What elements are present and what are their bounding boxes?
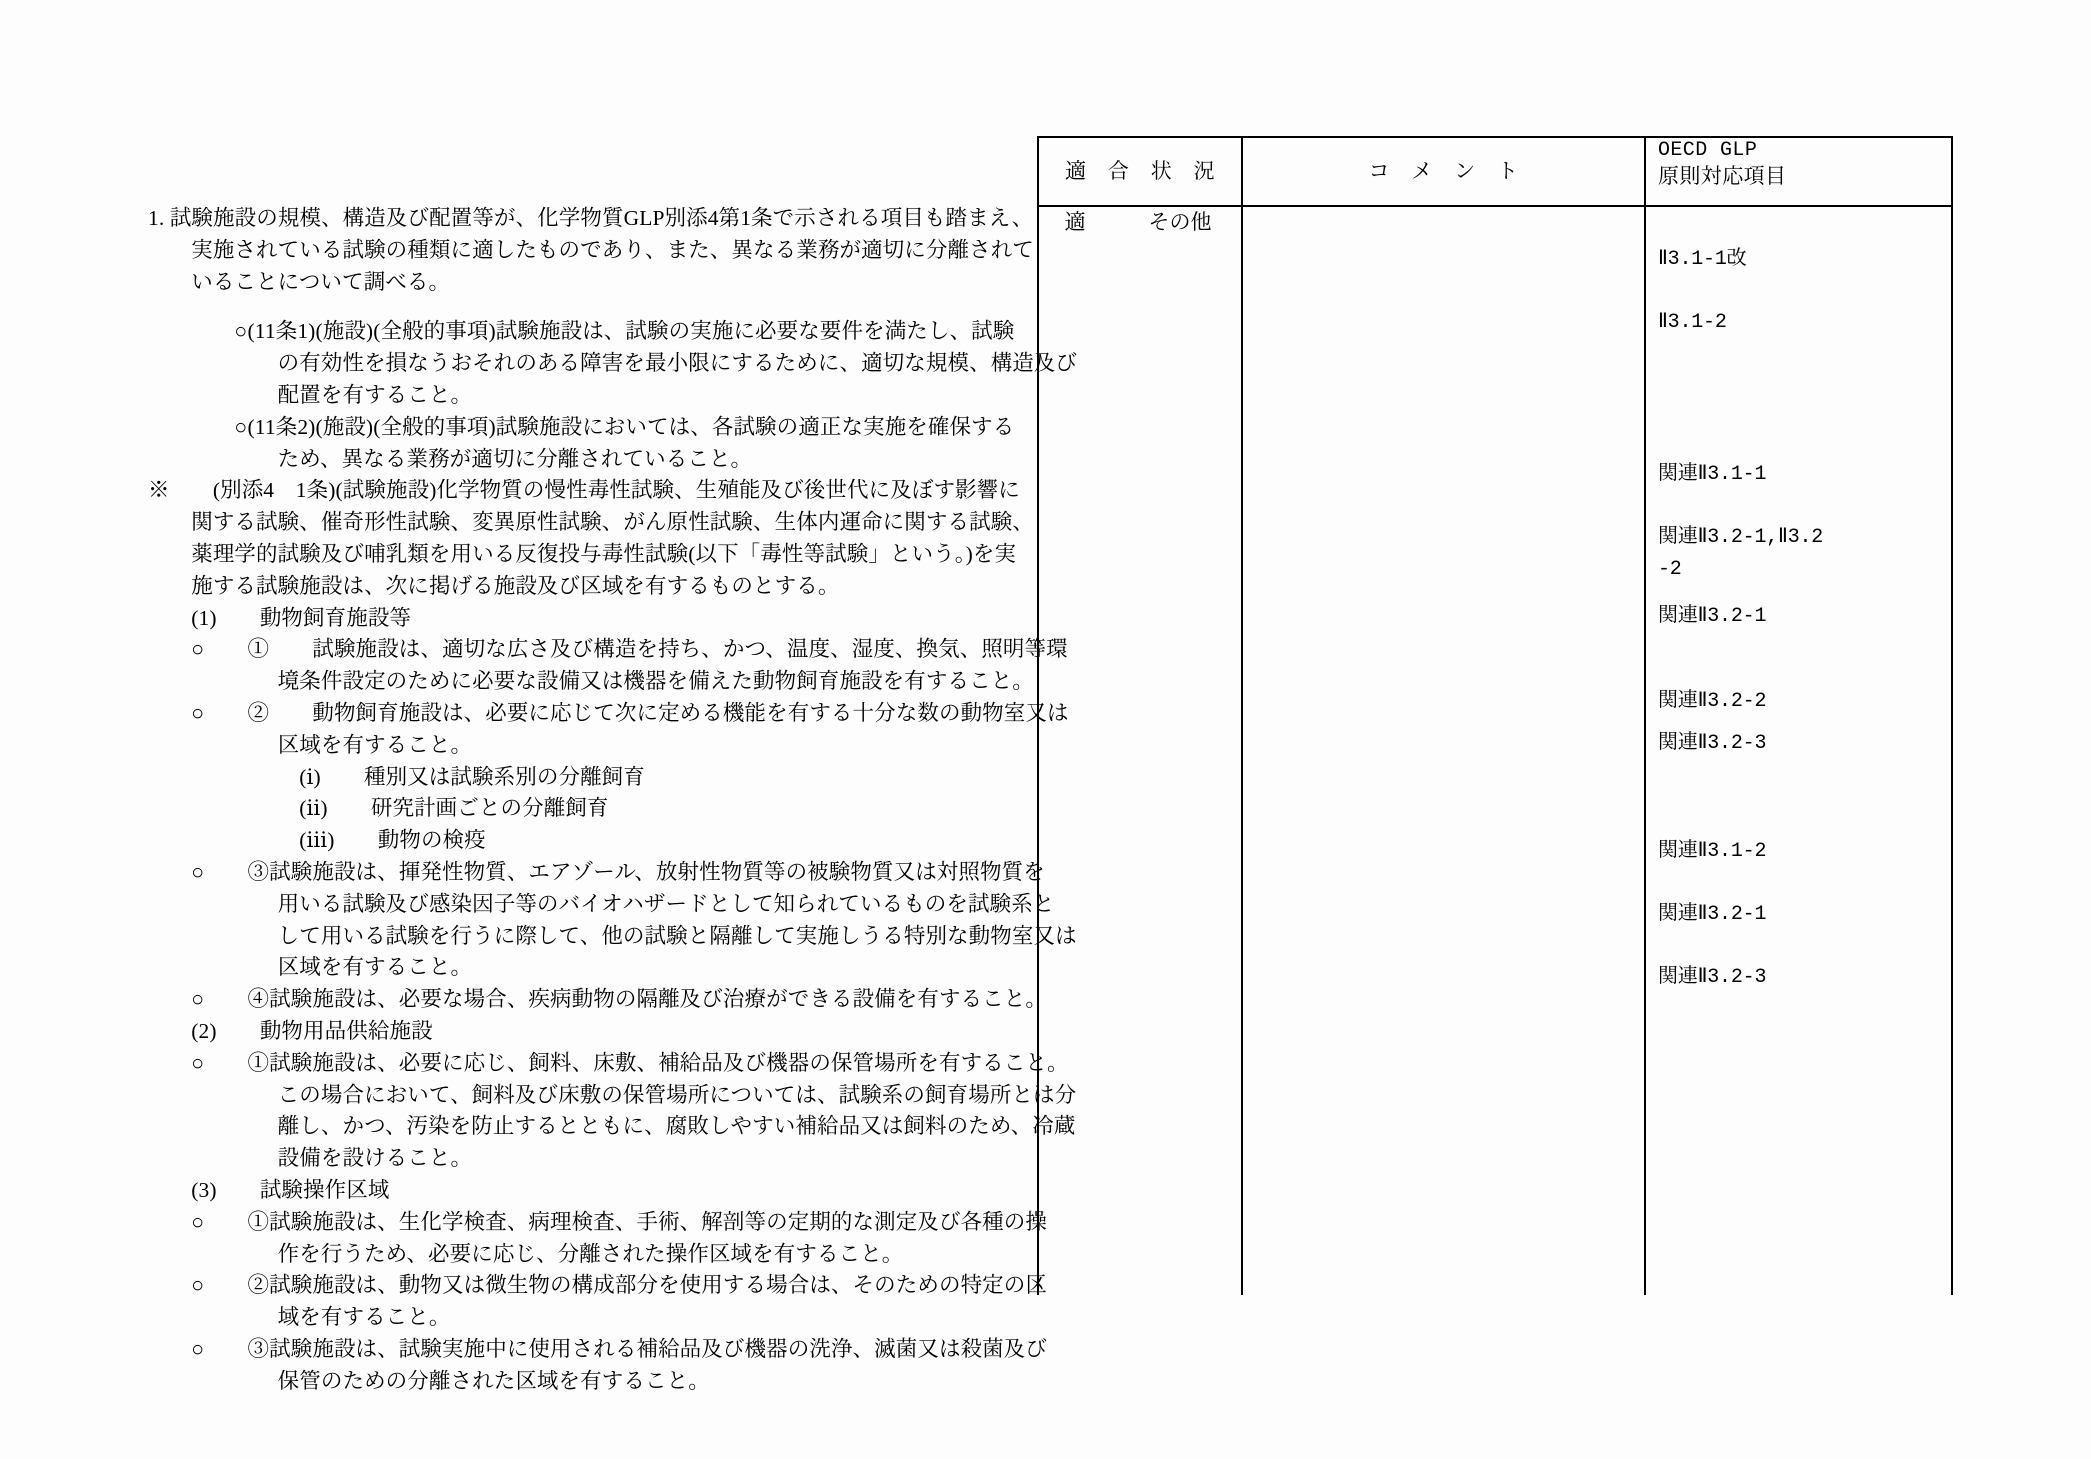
body-line: ○ ② 動物飼育施設は、必要に応じて次に定める機能を有する十分な数の動物室又は bbox=[148, 700, 1069, 725]
body-line: 設備を設けること。 bbox=[148, 1146, 473, 1171]
body-line: 境条件設定のために必要な設備又は機器を備えた動物飼育施設を有すること。 bbox=[148, 669, 1034, 694]
body-line: 関する試験、催奇形性試験、変異原性試験、がん原性試験、生体内運命に関する試験、 bbox=[148, 510, 1034, 535]
body-line: して用いる試験を行うに際して、他の試験と隔離して実施しうる特別な動物室又は bbox=[148, 923, 1077, 948]
body-line: ○(11条1)(施設)(全般的事項)試験施設は、試験の実施に必要な要件を満たし、試験 bbox=[148, 319, 1015, 344]
body-line: ※ (別添4 1条)(試験施設)化学物質の慢性毒性試験、生殖能及び後世代に及ぼす影響に bbox=[148, 478, 1020, 503]
oecd-reference-item: Ⅱ3.1-1改 bbox=[1658, 248, 1747, 271]
body-line: ○ ④試験施設は、必要な場合、疾病動物の隔離及び治療ができる設備を有すること。 bbox=[148, 987, 1048, 1012]
body-line: ○ ①試験施設は、生化学検査、病理検査、手術、解剖等の定期的な測定及び各種の操 bbox=[148, 1209, 1048, 1234]
body-line: ○ ③試験施設は、試験実施中に使用される補給品及び機器の洗浄、滅菌又は殺菌及び bbox=[148, 1336, 1048, 1361]
body-line: (2) 動物用品供給施設 bbox=[148, 1018, 433, 1043]
body-line: ○ ②試験施設は、動物又は微生物の構成部分を使用する場合は、そのための特定の区 bbox=[148, 1273, 1048, 1298]
oecd-reference-item: 関連Ⅱ3.2-1,Ⅱ3.2 bbox=[1658, 526, 1824, 549]
oecd-reference-item: 関連Ⅱ3.2-3 bbox=[1658, 966, 1767, 989]
body-line: (3) 試験操作区域 bbox=[148, 1177, 390, 1202]
body-line: 施する試験施設は、次に掲げる施設及び区域を有するものとする。 bbox=[148, 573, 840, 598]
column-header-oecd-line2: 原則対応項目 bbox=[1658, 164, 1787, 188]
body-line: ○ ③試験施設は、揮発性物質、エアゾール、放射性物質等の被験物質又は対照物質を bbox=[148, 859, 1045, 884]
oecd-reference-item: -2 bbox=[1658, 558, 1682, 581]
table-column-divider-2 bbox=[1644, 138, 1646, 1295]
table-column-divider-1 bbox=[1241, 138, 1243, 1295]
oecd-reference-item: Ⅱ3.1-2 bbox=[1658, 311, 1727, 334]
body-line: 1. 試験施設の規模、構造及び配置等が、化学物質GLP別添4第1条で示される項目も踏まえ、 bbox=[148, 206, 1034, 230]
body-line: いることについて調べる。 bbox=[148, 269, 451, 294]
body-line: ため、異なる業務が適切に分離されていること。 bbox=[148, 446, 753, 471]
column-header-oecd-reference bbox=[1646, 138, 1953, 205]
oecd-reference-item: 関連Ⅱ3.1-2 bbox=[1658, 840, 1767, 863]
body-line: 用いる試験及び感染因子等のバイオハザードとして知られているものを試験系と bbox=[148, 891, 1055, 916]
oecd-reference-item: 関連Ⅱ3.2-1 bbox=[1658, 903, 1767, 926]
body-line: (1) 動物飼育施設等 bbox=[148, 605, 412, 630]
body-line bbox=[148, 298, 1028, 316]
oecd-reference-item: 関連Ⅱ3.2-3 bbox=[1658, 732, 1767, 755]
body-line: 配置を有すること。 bbox=[148, 382, 473, 407]
body-line: 区域を有すること。 bbox=[148, 955, 473, 980]
body-line: 薬理学的試験及び哺乳類を用いる反復投与毒性試験(以下「毒性等試験」という。)を実 bbox=[148, 541, 1017, 566]
checklist-table bbox=[1037, 136, 1953, 1295]
column-header-comment-label: コ メ ン ト bbox=[1368, 159, 1519, 184]
body-line: ○(11条2)(施設)(全般的事項)試験施設においては、各試験の適正な実施を確保する bbox=[148, 414, 1015, 439]
oecd-reference-item: 関連Ⅱ3.1-1 bbox=[1658, 463, 1767, 486]
body-line: 作を行うため、必要に応じ、分離された操作区域を有すること。 bbox=[148, 1241, 904, 1266]
body-line: (ⅱ) 研究計画ごとの分離飼育 bbox=[148, 796, 609, 821]
body-line: ○ ① 試験施設は、適切な広さ及び構造を持ち、かつ、温度、湿度、換気、照明等環 bbox=[148, 637, 1068, 662]
body-line: ○ ①試験施設は、必要に応じ、飼料、床敷、補給品及び機器の保管場所を有すること。 bbox=[148, 1050, 1069, 1075]
column-header-conformity bbox=[1039, 138, 1241, 205]
body-line: (ⅲ) 動物の検疫 bbox=[148, 828, 486, 853]
body-line: (ⅰ) 種別又は試験系別の分離飼育 bbox=[148, 764, 645, 789]
column-header-conformity-label: 適 合 状 況 bbox=[1065, 159, 1215, 184]
body-line: 区域を有すること。 bbox=[148, 732, 473, 757]
body-line: の有効性を損なうおそれのある障害を最小限にするために、適切な規模、構造及び bbox=[148, 351, 1078, 376]
body-line: 域を有すること。 bbox=[148, 1305, 451, 1330]
column-header-comment bbox=[1243, 138, 1644, 205]
body-line: この場合において、飼料及び床敷の保管場所については、試験系の飼育場所とは分 bbox=[148, 1082, 1077, 1107]
checklist-body-text bbox=[148, 203, 1078, 1397]
column-header-oecd-line1: OECD GLP bbox=[1658, 139, 1758, 162]
body-line: 実施されている試験の種類に適したものであり、また、異なる業務が適切に分離されて bbox=[148, 237, 1034, 262]
conformity-status-value[interactable]: 適 その他 bbox=[1064, 210, 1212, 234]
body-line: 保管のための分離された区域を有すること。 bbox=[148, 1368, 710, 1393]
oecd-reference-item: 関連Ⅱ3.2-2 bbox=[1658, 690, 1767, 713]
body-line: 離し、かつ、汚染を防止するとともに、腐敗しやすい補給品又は飼料のため、冷蔵 bbox=[148, 1114, 1076, 1139]
oecd-reference-item: 関連Ⅱ3.2-1 bbox=[1658, 605, 1767, 628]
